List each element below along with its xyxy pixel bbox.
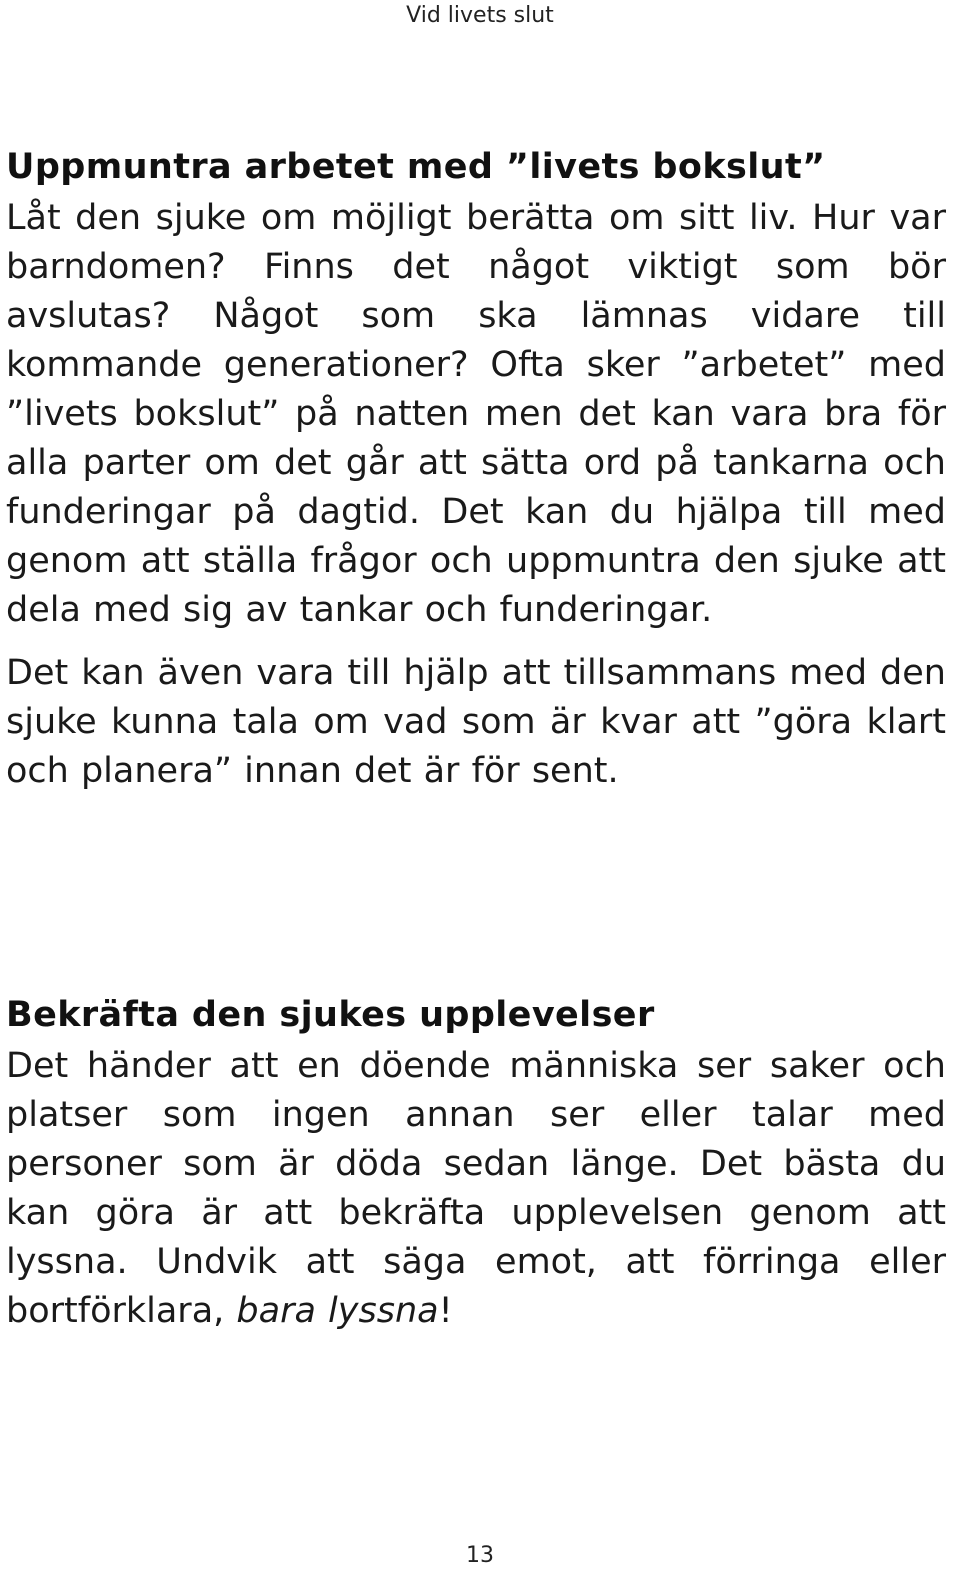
body-paragraph: Det kan även vara till hjälp att tillsammans med den sjuke kunna tala om vad som är kvar att ”göra klart och planera” innan det är för sent.: [6, 653, 946, 791]
body-paragraph: Låt den sjuke om möjligt berätta om sitt liv. Hur var barndomen? Finns det något viktigt som bör avslutas? Något som ska lämnas vidare till kommande generationer? Ofta sker ”arbetet” med ”livets bokslut” på natten men det kan vara bra för alla parter om det går att sätta ord på tankarna och funderingar på dagtid. Det kan du hjälpa till med genom att ställa frågor och uppmuntra den sjuke att dela med sig av tankar och funderingar.: [6, 198, 946, 630]
section-livets-bokslut: [6, 142, 946, 810]
paragraph-text: Det händer att en döende människa ser saker och platser som ingen annan ser eller talar med personer som är döda sedan länge. Det bästa du kan göra är att bekräfta upplevelsen genom att lyssna. Undvik att säga emot, att förringa eller bortförklara,: [6, 1046, 946, 1331]
emphasized-text: bara lyssna: [236, 1291, 439, 1331]
section-heading: Uppmuntra arbetet med ”livets bokslut”: [6, 147, 826, 187]
section-heading: Bekräfta den sjukes upplevelser: [6, 995, 655, 1035]
body-paragraph: [6, 1042, 946, 1336]
running-header: Vid livets slut: [406, 3, 554, 28]
page-number: 13: [466, 1543, 494, 1568]
paragraph-end: !: [438, 1291, 453, 1331]
section-bekrafta-upplevelser: [6, 990, 946, 1350]
